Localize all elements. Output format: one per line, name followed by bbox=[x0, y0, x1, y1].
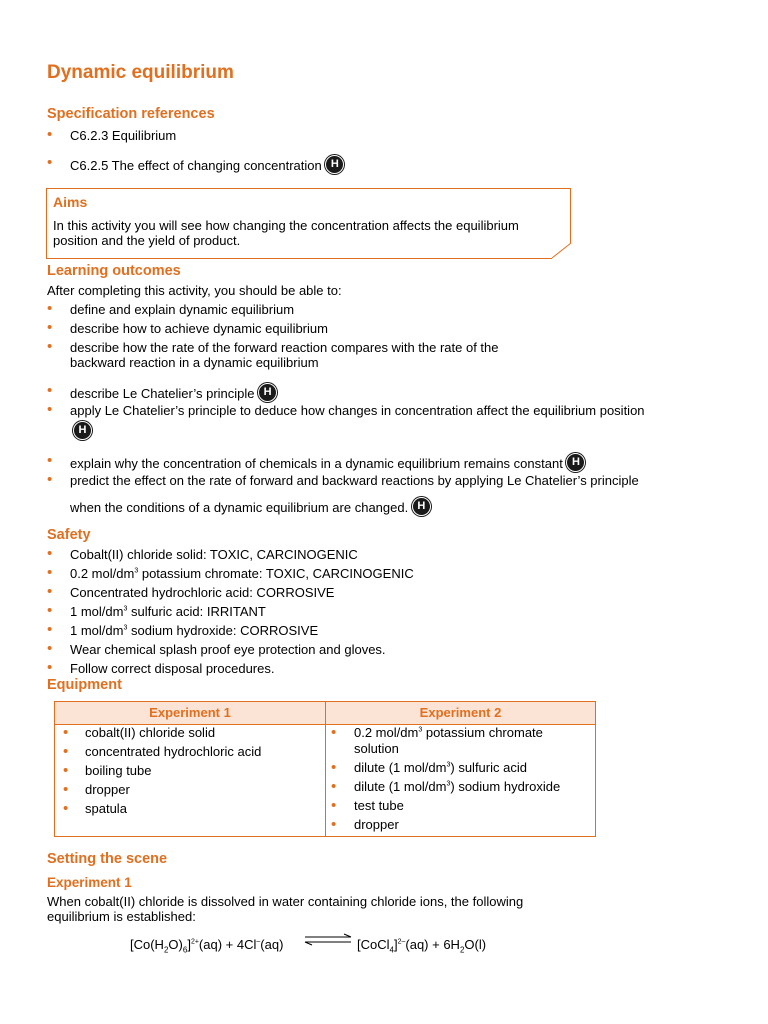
scene-subheading: Experiment 1 bbox=[47, 875, 132, 890]
spec-item: C6.2.5 The effect of changing concentration H bbox=[70, 155, 344, 174]
spec-heading: Specification references bbox=[47, 106, 215, 122]
table-cell: dropper bbox=[85, 782, 130, 797]
bullet-icon bbox=[331, 729, 339, 737]
safety-item: 0.2 mol/$dm^3$ potassium chromate: TOXIC, CARCINOGENIC bbox=[70, 566, 414, 581]
outcome-item: define and explain dynamic equilibrium bbox=[70, 302, 295, 317]
outcome-item: apply Le Chatelier’s principle to deduce how changes in concentration affect the equilibrium position bbox=[70, 403, 645, 418]
aims-text: In this activity you will see how changing the concentration affects the equilibrium bbox=[53, 218, 519, 233]
bullet-icon bbox=[47, 550, 55, 558]
bullet-icon bbox=[47, 131, 55, 139]
scene-text: equilibrium is established: bbox=[47, 909, 196, 924]
outcome-item: explain why the concentration of chemicals in a dynamic equilibrium remains constant H bbox=[70, 453, 585, 472]
aims-box-border bbox=[46, 188, 47, 258]
bullet-icon bbox=[331, 783, 339, 791]
safety-item: Concentrated hydrochloric acid: CORROSIVE bbox=[70, 585, 335, 600]
bullet-icon bbox=[47, 406, 55, 414]
table-cell: solution bbox=[354, 741, 399, 756]
bullet-icon bbox=[47, 324, 55, 332]
scene-text: When cobalt(II) chloride is dissolved in water containing chloride ions, the following bbox=[47, 894, 524, 909]
higher-tier-icon: H bbox=[566, 453, 585, 472]
table-cell: test tube bbox=[354, 798, 404, 813]
table-header-experiment-1: Experiment 1 bbox=[55, 702, 325, 725]
higher-tier-icon: H bbox=[325, 155, 344, 174]
bullet-icon bbox=[47, 159, 55, 167]
equipment-table bbox=[54, 701, 596, 837]
bullet-icon bbox=[47, 626, 55, 634]
higher-tier-icon: H bbox=[412, 497, 431, 516]
outcomes-intro: After completing this activity, you should be able to: bbox=[47, 283, 342, 298]
outcome-item: predict the effect on the rate of forward and backward reactions by applying Le Chatelier’s principle bbox=[70, 473, 639, 488]
outcome-item: backward reaction in a dynamic equilibrium bbox=[70, 355, 319, 370]
aims-box-border bbox=[46, 188, 571, 189]
bullet-icon bbox=[63, 786, 71, 794]
aims-heading: Aims bbox=[53, 194, 88, 210]
bullet-icon bbox=[47, 607, 55, 615]
aims-box-border bbox=[46, 258, 552, 259]
bullet-icon bbox=[63, 805, 71, 813]
equation-left: $[Co(H_2O)_6]^{2+}(aq) + 4Cl^-(aq)$ bbox=[130, 937, 284, 955]
aims-text: position and the yield of product. bbox=[53, 233, 241, 248]
equation-right: [CoCl$_4$]$^{2-}$(aq) + $6H_2O(l)$ bbox=[357, 937, 487, 955]
bullet-icon bbox=[331, 764, 339, 772]
bullet-icon bbox=[47, 457, 55, 465]
bullet-icon bbox=[47, 569, 55, 577]
outcome-item: when the conditions of a dynamic equilibrium are changed. H bbox=[70, 497, 431, 516]
equilibrium-arrows-icon bbox=[303, 933, 353, 947]
outcome-item: describe how to achieve dynamic equilibrium bbox=[70, 321, 328, 336]
safety-item: 1 mol/$dm^3$ sodium hydroxide: CORROSIVE bbox=[70, 623, 319, 638]
page-title: Dynamic equilibrium bbox=[47, 62, 234, 83]
table-cell: concentrated hydrochloric acid bbox=[85, 744, 262, 759]
bullet-icon bbox=[47, 476, 55, 484]
higher-tier-icon: H bbox=[258, 383, 277, 402]
bullet-icon bbox=[331, 802, 339, 810]
safety-item: Cobalt(II) chloride solid: TOXIC, CARCINOGENIC bbox=[70, 547, 358, 562]
bullet-icon bbox=[63, 748, 71, 756]
bullet-icon bbox=[47, 645, 55, 653]
table-cell: dilute (1 mol/$dm^3$) sulfuric acid bbox=[354, 760, 527, 775]
bullet-icon bbox=[63, 729, 71, 737]
safety-item: 1 mol/$dm^3$ sulfuric acid: IRRITANT bbox=[70, 604, 266, 619]
safety-heading: Safety bbox=[47, 527, 91, 543]
bullet-icon bbox=[47, 305, 55, 313]
aims-box-border bbox=[570, 188, 571, 243]
bullet-icon bbox=[47, 343, 55, 351]
bullet-icon bbox=[47, 387, 55, 395]
higher-tier-icon: H bbox=[73, 421, 92, 440]
scene-heading: Setting the scene bbox=[47, 851, 168, 867]
aims-box-corner bbox=[551, 242, 572, 259]
outcome-item: describe Le Chatelier’s principle H bbox=[70, 383, 277, 402]
table-cell: dropper bbox=[354, 817, 399, 832]
table-cell: 0.2 mol/$dm^3$ potassium chromate bbox=[354, 725, 543, 740]
table-cell: cobalt(II) chloride solid bbox=[85, 725, 216, 740]
outcome-item: describe how the rate of the forward reaction compares with the rate of the bbox=[70, 340, 499, 355]
outcomes-heading: Learning outcomes bbox=[47, 263, 181, 279]
table-cell: boiling tube bbox=[85, 763, 152, 778]
spec-item: C6.2.3 Equilibrium bbox=[70, 128, 177, 143]
safety-item: Wear chemical splash proof eye protection and gloves. bbox=[70, 642, 386, 657]
table-divider bbox=[325, 702, 326, 836]
table-header-experiment-2: Experiment 2 bbox=[326, 702, 595, 725]
table-cell: spatula bbox=[85, 801, 127, 816]
equipment-heading: Equipment bbox=[47, 677, 122, 693]
bullet-icon bbox=[47, 588, 55, 596]
bullet-icon bbox=[47, 664, 55, 672]
bullet-icon bbox=[331, 821, 339, 829]
bullet-icon bbox=[63, 767, 71, 775]
table-cell: dilute (1 mol/$dm^3$) sodium hydroxide bbox=[354, 779, 561, 794]
safety-item: Follow correct disposal procedures. bbox=[70, 661, 275, 676]
